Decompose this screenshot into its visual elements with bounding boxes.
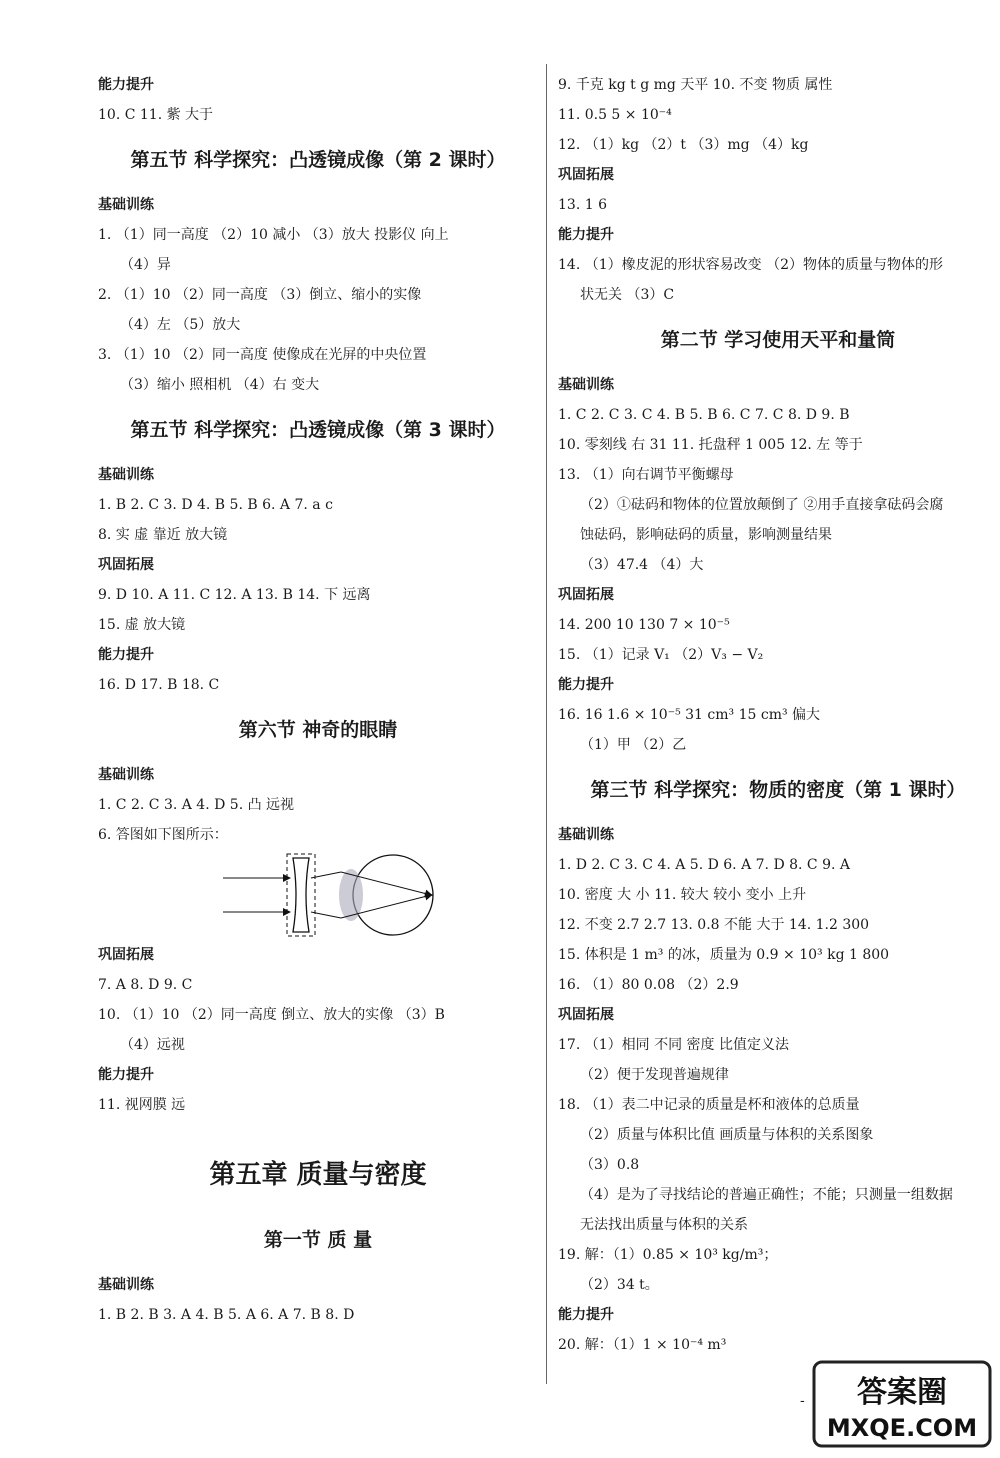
answer-line: 7. A 8. D 9. C — [98, 977, 193, 993]
svg-text:答案圈: 答案圈 — [857, 1375, 947, 1410]
answer-line: 12. （1）kg （2）t （3）mg （4）kg — [558, 137, 809, 153]
answer-line: 1. C 2. C 3. A 4. D 5. 凸 远视 — [98, 797, 295, 813]
subsection-label: 能力提升 — [558, 227, 614, 243]
section-heading: 第三节 科学探究：物质的密度（第 1 课时） — [590, 779, 966, 801]
answer-line: 11. 视网膜 远 — [98, 1097, 186, 1113]
answer-line: （4）远视 — [120, 1037, 185, 1053]
subsection-label: 能力提升 — [558, 677, 614, 693]
answer-line: 10. 零刻线 右 31 11. 托盘秤 1 005 12. 左 等于 — [558, 437, 863, 453]
answer-line: 10. 密度 大 小 11. 较大 较小 变小 上升 — [558, 887, 807, 903]
answer-line: （4）异 — [120, 257, 171, 273]
answer-line: （1）甲 （2）乙 — [580, 737, 687, 753]
section-heading: 第五节 科学探究：凸透镜成像（第 3 课时） — [130, 419, 506, 441]
subsection-label: 巩固拓展 — [558, 1007, 614, 1023]
section-heading: 第六节 神奇的眼睛 — [238, 719, 398, 741]
subsection-label: 基础训练 — [98, 767, 154, 783]
answer-line: 14. （1）橡皮泥的形状容易改变 （2）物体的质量与物体的形 — [558, 257, 943, 273]
subsection-label: 巩固拓展 — [98, 557, 154, 573]
subsection-label: 能力提升 — [558, 1307, 614, 1323]
diagram-row — [98, 850, 538, 940]
answer-line: 16. D 17. B 18. C — [98, 677, 220, 693]
answer-line: 1. （1）同一高度 （2）10 减小 （3）放大 投影仪 向上 — [98, 227, 449, 243]
answer-line: 14. 200 10 130 7 × 10⁻⁵ — [558, 617, 730, 633]
subsection-label: 基础训练 — [98, 1277, 154, 1293]
answer-line: 10. C 11. 紫 大于 — [98, 107, 214, 123]
answer-line: 9. D 10. A 11. C 12. A 13. B 14. 下 远离 — [98, 587, 371, 603]
answer-line: （2）34 t。 — [580, 1277, 659, 1293]
subsection-label: 能力提升 — [98, 647, 154, 663]
eye-diagram — [223, 850, 453, 940]
subsection-label: 能力提升 — [98, 1067, 154, 1083]
subsection-label: 能力提升 — [98, 77, 154, 93]
answer-line: 20. 解：（1）1 × 10⁻⁴ m³ — [558, 1337, 727, 1353]
subsection-label: 基础训练 — [98, 467, 154, 483]
subsection-label: 基础训练 — [98, 197, 154, 213]
answer-line: 1. B 2. C 3. D 4. B 5. B 6. A 7. a c — [98, 497, 333, 513]
answer-line: （3）47.4 （4）大 — [580, 557, 704, 573]
answer-line: 状无关 （3）C — [580, 287, 675, 303]
answer-line: 3. （1）10 （2）同一高度 使像成在光屏的中央位置 — [98, 347, 427, 363]
answer-line: （4）左 （5）放大 — [120, 317, 241, 333]
answer-line: 1. B 2. B 3. A 4. B 5. A 6. A 7. B 8. D — [98, 1307, 355, 1323]
answer-line: （2）质量与体积比值 画质量与体积的关系图象 — [580, 1127, 874, 1143]
page-number-dash: - — [800, 1393, 805, 1409]
answer-line: 2. （1）10 （2）同一高度 （3）倒立、缩小的实像 — [98, 287, 422, 303]
left-column — [98, 70, 538, 1330]
answer-line: 1. C 2. C 3. C 4. B 5. B 6. C 7. C 8. D 9. B — [558, 407, 850, 423]
answer-line: （2）便于发现普遍规律 — [580, 1067, 729, 1083]
answer-line: 6. 答图如下图所示： — [98, 827, 228, 843]
answer-line: 蚀砝码，影响砝码的质量，影响测量结果 — [580, 527, 832, 543]
right-column — [558, 70, 998, 1360]
chapter-heading: 第五章 质量与密度 — [209, 1160, 427, 1190]
answer-line: 16. （1）80 0.08 （2）2.9 — [558, 977, 739, 993]
answer-line: 15. 虚 放大镜 — [98, 617, 186, 633]
watermark-logo — [812, 1360, 992, 1448]
section-heading: 第一节 质 量 — [263, 1229, 373, 1251]
answer-line: 11. 0.5 5 × 10⁻⁴ — [558, 107, 672, 123]
answer-line: 10. （1）10 （2）同一高度 倒立、放大的实像 （3）B — [98, 1007, 445, 1023]
column-divider — [546, 64, 547, 1384]
answer-line: 16. 16 1.6 × 10⁻⁵ 31 cm³ 15 cm³ 偏大 — [558, 707, 821, 723]
answer-line: （3）缩小 照相机 （4）右 变大 — [120, 377, 320, 393]
answer-line: 15. （1）记录 V₁ （2）V₃ − V₂ — [558, 647, 764, 663]
answer-line: 12. 不变 2.7 2.7 13. 0.8 不能 大于 14. 1.2 300 — [558, 917, 870, 933]
answer-line: （3）0.8 — [580, 1157, 640, 1173]
section-heading: 第二节 学习使用天平和量筒 — [660, 329, 896, 351]
answer-line: （2）①砝码和物体的位置放颠倒了 ②用手直接拿砝码会腐 — [580, 497, 944, 513]
answer-line: 9. 千克 kg t g mg 天平 10. 不变 物质 属性 — [558, 77, 833, 93]
subsection-label: 基础训练 — [558, 827, 614, 843]
answer-line: 1. D 2. C 3. C 4. A 5. D 6. A 7. D 8. C 9. A — [558, 857, 851, 873]
subsection-label: 巩固拓展 — [558, 167, 614, 183]
subsection-label: 基础训练 — [558, 377, 614, 393]
answer-line: 15. 体积是 1 m³ 的冰，质量为 0.9 × 10³ kg 1 800 — [558, 947, 890, 963]
answer-line: 17. （1）相同 不同 密度 比值定义法 — [558, 1037, 789, 1053]
subsection-label: 巩固拓展 — [558, 587, 614, 603]
subsection-label: 巩固拓展 — [98, 947, 154, 963]
svg-text:MXQE.COM: MXQE.COM — [826, 1414, 978, 1442]
answer-line: 13. 1 6 — [558, 197, 607, 213]
answer-line: 无法找出质量与体积的关系 — [580, 1217, 748, 1233]
answer-line: 8. 实 虚 靠近 放大镜 — [98, 527, 228, 543]
answer-line: （4）是为了寻找结论的普遍正确性；不能；只测量一组数据 — [580, 1187, 953, 1203]
answer-line: 19. 解：（1）0.85 × 10³ kg/m³； — [558, 1247, 778, 1263]
answer-line: 18. （1）表二中记录的质量是杯和液体的总质量 — [558, 1097, 860, 1113]
section-heading: 第五节 科学探究：凸透镜成像（第 2 课时） — [130, 149, 506, 171]
answer-line: 13. （1）向右调节平衡螺母 — [558, 467, 734, 483]
